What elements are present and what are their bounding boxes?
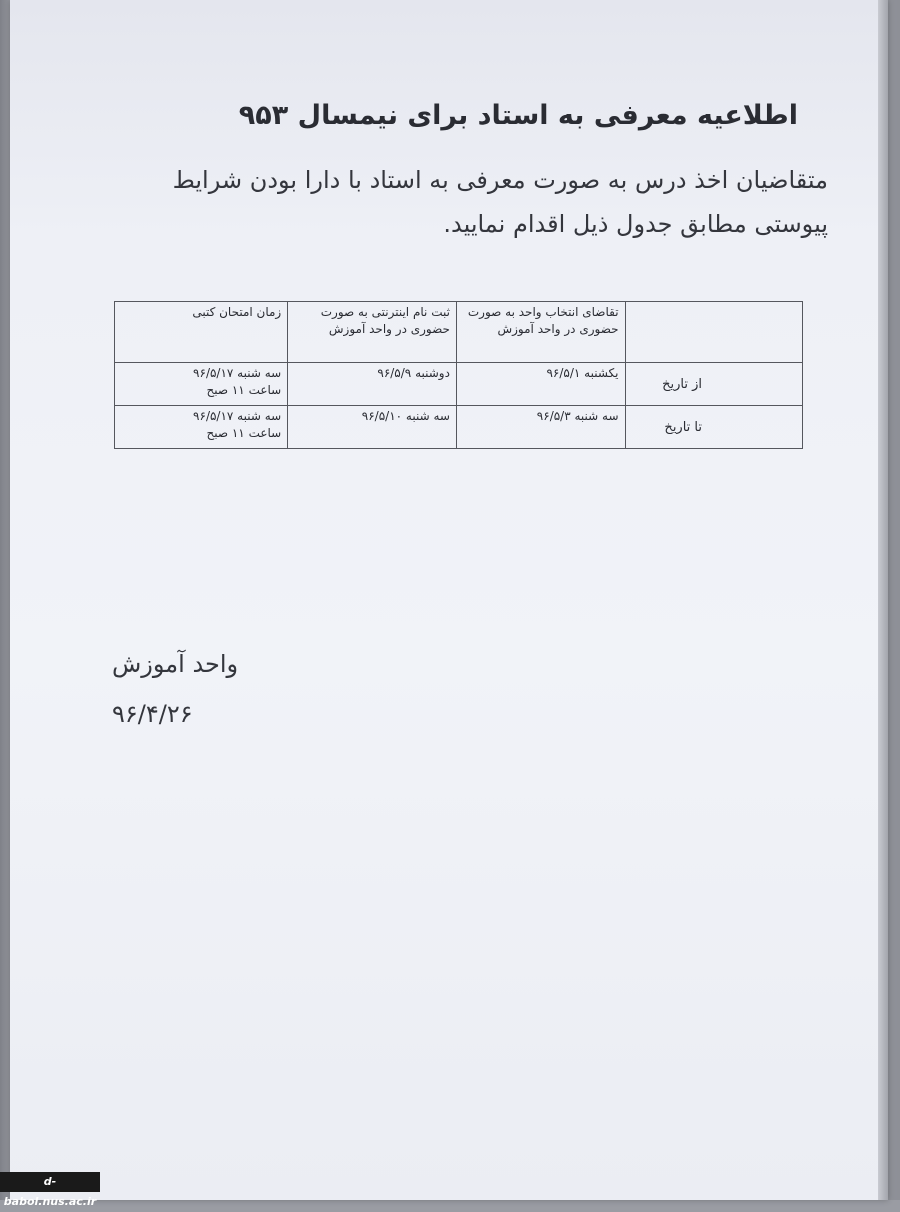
row-label-to: تا تاریخ xyxy=(625,406,802,449)
paper-edge xyxy=(878,0,888,1200)
table-row xyxy=(115,363,803,406)
table-header-row xyxy=(115,302,803,363)
table-cell: یکشنبه ۹۶/۵/۱ xyxy=(456,363,625,406)
signature-date: ۹۶/۴/۲۶ xyxy=(112,700,193,728)
table-cell: سه شنبه ۹۶/۵/۱۷ ساعت ۱۱ صبح xyxy=(115,406,288,449)
announcement-title: اطلاعیه معرفی به استاد برای نیمسال ۹۵۳ xyxy=(238,100,798,131)
table-header-empty xyxy=(625,302,802,363)
table-cell: دوشنبه ۹۶/۵/۹ xyxy=(288,363,457,406)
schedule-table xyxy=(114,301,803,449)
row-label-from: از تاریخ xyxy=(625,363,802,406)
signature-unit: واحد آموزش xyxy=(112,650,239,678)
site-watermark: d-babol.nus.ac.ir xyxy=(0,1172,100,1192)
table-cell: سه شنبه ۹۶/۵/۱۰ xyxy=(288,406,457,449)
table-cell: سه شنبه ۹۶/۵/۳ xyxy=(456,406,625,449)
table-cell: سه شنبه ۹۶/۵/۱۷ ساعت ۱۱ صبح xyxy=(115,363,288,406)
announcement-body: متقاضیان اخذ درس به صورت معرفی به استاد با دارا بودن شرایط پیوستی مطابق جدول ذیل اقدام نمایید. xyxy=(172,166,828,238)
table-header-written-exam: زمان امتحان کتبی xyxy=(115,302,288,363)
table-header-online-registration: ثبت نام اینترنتی به صورت حضوری در واحد آموزش xyxy=(288,302,457,363)
table-header-course-request: تقاضای انتخاب واحد به صورت حضوری در واحد آموزش xyxy=(456,302,625,363)
table-row xyxy=(115,406,803,449)
